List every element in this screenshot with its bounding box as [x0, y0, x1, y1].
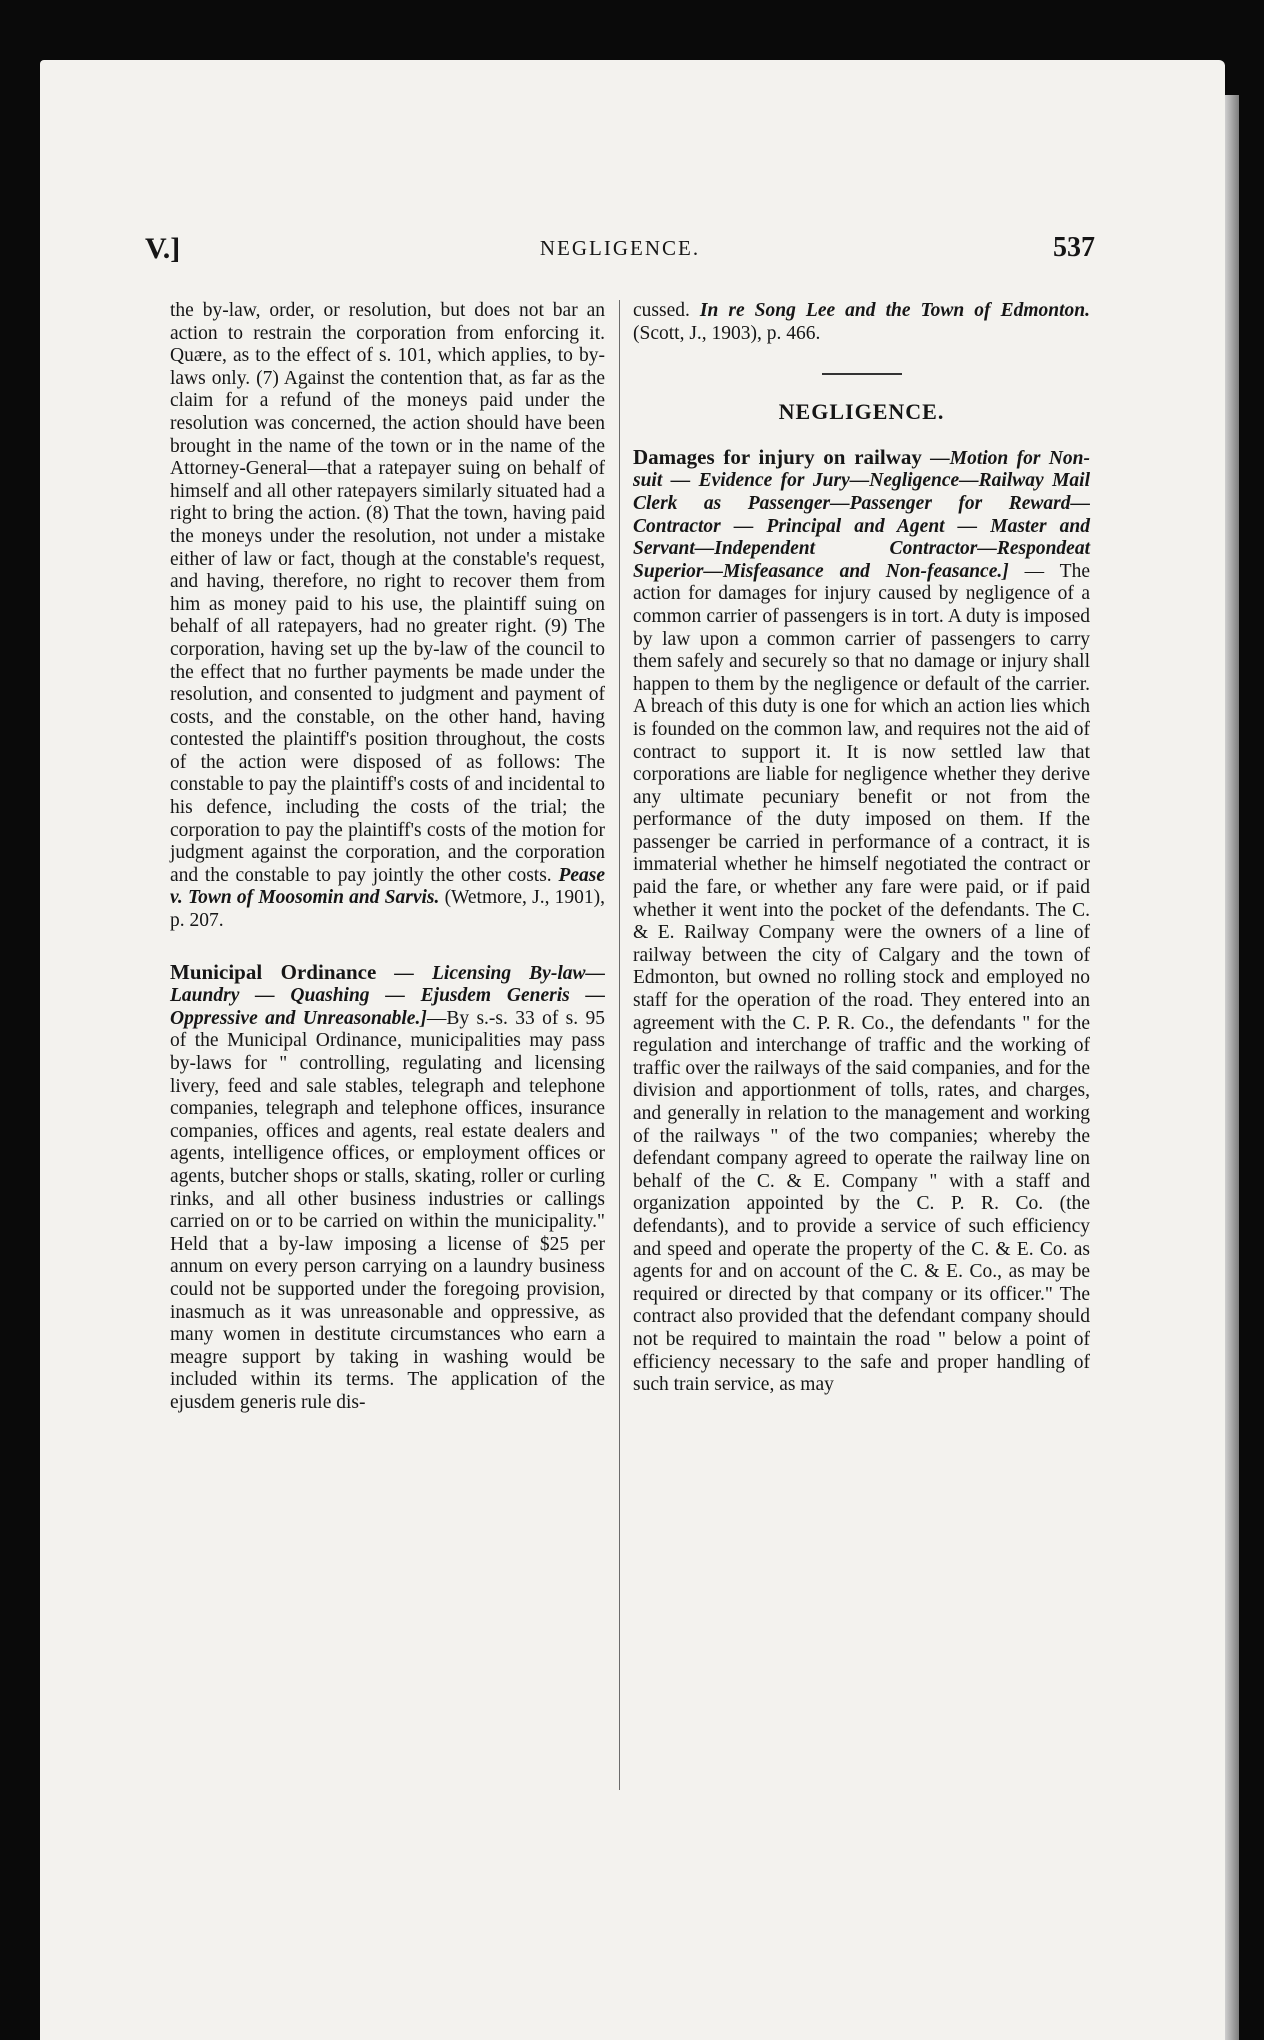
citation: (Wetmore, J., 1901), p. 207.: [170, 887, 605, 932]
running-header: [145, 232, 1095, 272]
case-name: In re Song Lee and the Town of Edmonton.: [699, 300, 1090, 321]
entry-heading: Damages for injury on railway: [633, 444, 922, 469]
paragraph-text: —By s.-s. 33 of s. 95 of the Municipal Ordinance, municipalities may pass by-laws for " controlling, regulating and licensing livery, feed and sale stables, telegraph and telephone companies, telegraph and telephone offices, insurance companies, offices and agents, real estate dealers and agents, intelligence offices, or employment offices or agents, butcher shops or stalls, skating, roller or curling rinks, and all other business industries or callings carried on or to be carried on within the municipality." Held that a by-law imposing a license of $25 per annum on every person carrying on a laundry business could not be supported under the foregoing provision, inasmuch as it was unreasonable and oppressive, as many women in destitute circumstances who earn a meagre support by taking in washing would be included within its terms. The application of the ejusdem generis rule dis-: [170, 1007, 606, 1413]
right-column: [633, 300, 1090, 1800]
citation: (Scott, J., 1903), p. 466.: [633, 322, 821, 344]
case-name: Pease v. Town of Moosomin and Sarvis.: [170, 864, 606, 909]
paragraph-continuation: [633, 300, 1090, 345]
paragraph-municipal-ordinance: [170, 961, 605, 1415]
entry-subheading: — Licensing By-law—Laundry — Quashing — Ejusdem Generis — Oppressive and Unreasonable.]: [170, 962, 605, 1029]
column-rule: [619, 300, 620, 1790]
entry-subheading: —Motion for Non-suit — Evidence for Jury—Negligence—Railway Mail Clerk as Passenger—Passenger for Reward—Contractor — Principal and Agent — Master and Servant—Independent Contractor—Respondeat Superior—Misfeasance and Non-feasance.]: [633, 447, 1090, 582]
paragraph-text: cussed.: [633, 300, 690, 321]
entry-heading: Municipal Ordinance: [170, 959, 377, 984]
chapter-marker: V.]: [145, 232, 181, 265]
left-column: [170, 300, 605, 1800]
paragraph-damages-railway: [633, 446, 1090, 1397]
page-number: 537: [1053, 232, 1095, 263]
paragraph-continuation: [170, 300, 605, 933]
page-edge: [1225, 95, 1239, 2040]
section-separator: [822, 373, 902, 375]
paragraph-text: the by-law, order, or resolution, but does not bar an action to restrain the corporation from enforcing it. Quære, as to the effect of s. 101, which applies, to by-laws only. (7) Against the contention that, as far as the claim for a refund of the moneys paid under the resolution was concerned, the action should have been brought in the name of the town or in the name of the Attorney-General—that a ratepayer suing on behalf of himself and all other ratepayers similarly situated had a right to bring the action. (8) That the town, having paid the moneys under the resolution, not under a mistake either of law or fact, though at the constable's request, and having, therefore, no right to recover them from him as money paid to his use, the plaintiff suing on behalf of all ratepayers, had no greater right. (9) The corporation, having set up the by-law of the council to the effect that no further payments be made under the resolution, and consented to judgment and payment of costs, and the constable, on the other hand, having contested the plaintiff's position throughout, the costs of the action were disposed of as follows: The constable to pay the plaintiff's costs of and incidental to his defence, including the costs of the trial; the corporation to pay the plaintiff's costs of the motion for judgment against the corporation, and the corporation and the constable to pay jointly the other costs.: [170, 300, 605, 886]
section-title: NEGLIGENCE.: [778, 399, 945, 425]
paragraph-text: — The action for damages for injury caused by negligence of a common carrier of passengers is in tort. A duty is imposed by law upon a common carrier of passengers to carry them safely and securely so that no damage or injury shall happen to them by the negligence or default of the carrier. A breach of this duty is one for which an action lies which is founded on the common law, and requires not the aid of contract to support it. It is now settled law that corporations are liable for negligence whether they derive any ultimate pecuniary benefit or not from the performance of the duty imposed on them. If the passenger be carried in performance of a contract, it is immaterial whether he himself negotiated the contract or paid the fare, or whether any fare were paid, or if paid whether it went into the pocket of the defendants. The C. & E. Railway Company were the owners of a line of railway between the city of Calgary and the town of Edmonton, but owned no rolling stock and employed no staff for the operation of the road. They entered into an agreement with the C. P. R. Co., the defendants " for the regulation and interchange of traffic and the working of traffic over the railways of the said companies, and for the division and apportionment of tolls, rates, and charges, and generally in relation to the management and working of the railways " of the two companies; whereby the defendant company agreed to operate the railway line on behalf of the C. & E. Company " with a staff and organization appointed by the C. P. R. Co. (the defendants), and to provide a service of such efficiency and speed and operate the property of the C. & E. Co. as agents for and on account of the C. & E. Co., as may be required or directed by that company or its officer." The contract also provided that the defendant company should not be required to maintain the road " below a point of efficiency necessary to the safe and proper handling of such train service, as may: [633, 560, 1090, 1396]
running-title: NEGLIGENCE.: [539, 236, 701, 260]
